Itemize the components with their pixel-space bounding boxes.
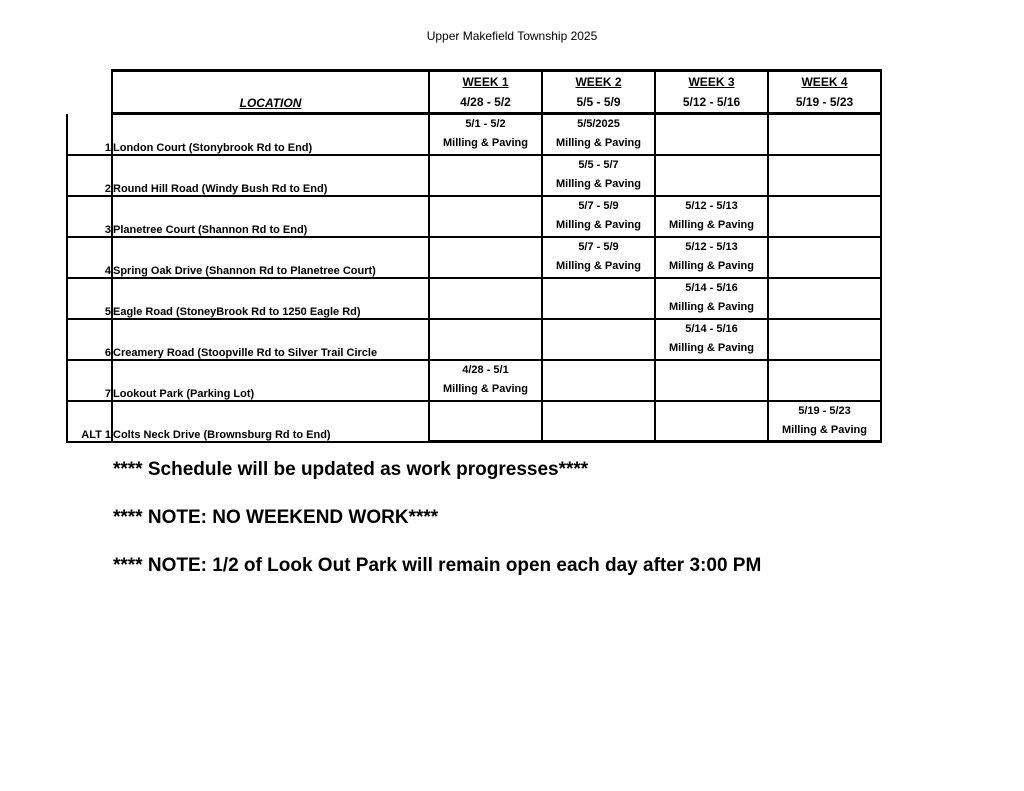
work-type: Milling & Paving [556, 219, 641, 231]
week-4-range: 5/19 - 5/23 [795, 95, 854, 109]
note-schedule-updates: **** Schedule will be updated as work progresses**** [113, 459, 589, 480]
work-dates: 5/1 - 5/2 [465, 118, 506, 131]
week-1-header [429, 71, 542, 114]
week-1-cell [429, 319, 542, 360]
week-3-cell [655, 360, 768, 401]
row-number: 2 [67, 155, 112, 196]
work-dates: 5/7 - 5/9 [578, 200, 619, 212]
week-4-cell [768, 319, 881, 360]
week-2-cell [542, 319, 655, 360]
week-3-cell [655, 401, 768, 442]
table-row [67, 237, 881, 278]
week-3-cell [655, 319, 768, 360]
week-1-cell [429, 360, 542, 401]
work-type: Milling & Paving [669, 342, 754, 354]
week-2-cell [542, 237, 655, 278]
week-3-cell [655, 237, 768, 278]
schedule-rows [67, 114, 881, 442]
table-row [67, 360, 881, 401]
week-1-cell [429, 114, 542, 155]
row-number: ALT 1 [67, 401, 112, 442]
work-dates: 5/12 - 5/13 [685, 200, 738, 212]
location-cell: Colts Neck Drive (Brownsburg Rd to End) [112, 401, 429, 442]
table-row [67, 278, 881, 319]
week-4-cell [768, 278, 881, 319]
work-type: Milling & Paving [556, 178, 641, 190]
week-4-cell [768, 155, 881, 196]
location-header-label: LOCATION [239, 96, 302, 110]
work-dates: 5/19 - 5/23 [798, 404, 851, 417]
location-cell: Lookout Park (Parking Lot) [112, 360, 429, 401]
week-1-cell [429, 401, 542, 442]
week-1-range: 4/28 - 5/2 [460, 95, 511, 109]
work-dates: 5/12 - 5/13 [685, 241, 738, 253]
location-cell: Planetree Court (Shannon Rd to End) [112, 196, 429, 237]
work-type: Milling & Paving [556, 137, 641, 150]
page-title: Upper Makefield Township 2025 [426, 29, 598, 43]
week-2-header [542, 71, 655, 114]
location-header [112, 71, 429, 114]
week-4-cell [768, 237, 881, 278]
week-3-header [655, 71, 768, 114]
week-4-header [768, 71, 881, 114]
week-4-cell [768, 360, 881, 401]
week-2-cell [542, 196, 655, 237]
work-dates: 4/28 - 5/1 [462, 364, 509, 376]
note-no-weekend-work: **** NOTE: NO WEEKEND WORK**** [113, 507, 439, 528]
row-number: 4 [67, 237, 112, 278]
table-row [67, 401, 881, 442]
work-type: Milling & Paving [669, 260, 754, 272]
week-4-cell [768, 114, 881, 155]
work-type: Milling & Paving [443, 137, 528, 150]
note-lookout-park: **** NOTE: 1/2 of Look Out Park will remain open each day after 3:00 PM [113, 555, 762, 576]
row-number: 7 [67, 360, 112, 401]
row-number: 5 [67, 278, 112, 319]
week-3-range: 5/12 - 5/16 [682, 95, 741, 109]
location-cell: Eagle Road (StoneyBrook Rd to 1250 Eagle Rd) [112, 278, 429, 319]
week-3-cell [655, 278, 768, 319]
work-dates: 5/5/2025 [577, 118, 620, 131]
work-dates: 5/7 - 5/9 [578, 241, 619, 253]
week-2-cell [542, 401, 655, 442]
work-dates: 5/14 - 5/16 [685, 282, 738, 294]
week-1-cell [429, 155, 542, 196]
work-type: Milling & Paving [669, 301, 754, 313]
row-number: 3 [67, 196, 112, 237]
week-1-cell [429, 278, 542, 319]
week-2-range: 5/5 - 5/9 [576, 95, 621, 109]
week-2-cell [542, 360, 655, 401]
location-cell: Round Hill Road (Windy Bush Rd to End) [112, 155, 429, 196]
week-2-title: WEEK 2 [575, 75, 622, 89]
row-number: 6 [67, 319, 112, 360]
table-row [67, 114, 881, 155]
work-type: Milling & Paving [669, 219, 754, 231]
schedule-table [66, 69, 882, 443]
table-header-row [67, 71, 881, 114]
week-3-title: WEEK 3 [688, 75, 735, 89]
week-1-cell [429, 237, 542, 278]
week-1-cell [429, 196, 542, 237]
week-4-cell [768, 401, 881, 442]
work-dates: 5/14 - 5/16 [685, 323, 738, 335]
week-2-cell [542, 155, 655, 196]
row-number: 1 [67, 114, 112, 155]
table-row [67, 196, 881, 237]
week-3-cell [655, 196, 768, 237]
work-type: Milling & Paving [556, 260, 641, 272]
week-2-cell [542, 278, 655, 319]
work-type: Milling & Paving [443, 383, 528, 395]
table-row [67, 155, 881, 196]
location-cell: Creamery Road (Stoopville Rd to Silver Trail Circle [112, 319, 429, 360]
location-cell: Spring Oak Drive (Shannon Rd to Planetree Court) [112, 237, 429, 278]
week-1-title: WEEK 1 [462, 75, 509, 89]
table-row [67, 319, 881, 360]
location-cell: London Court (Stonybrook Rd to End) [112, 114, 429, 155]
work-type: Milling & Paving [782, 423, 867, 436]
row-number-header [67, 71, 112, 114]
week-4-cell [768, 196, 881, 237]
week-4-title: WEEK 4 [801, 75, 848, 89]
notes [113, 458, 761, 602]
week-3-cell [655, 155, 768, 196]
week-3-cell [655, 114, 768, 155]
work-dates: 5/5 - 5/7 [578, 159, 619, 171]
week-2-cell [542, 114, 655, 155]
